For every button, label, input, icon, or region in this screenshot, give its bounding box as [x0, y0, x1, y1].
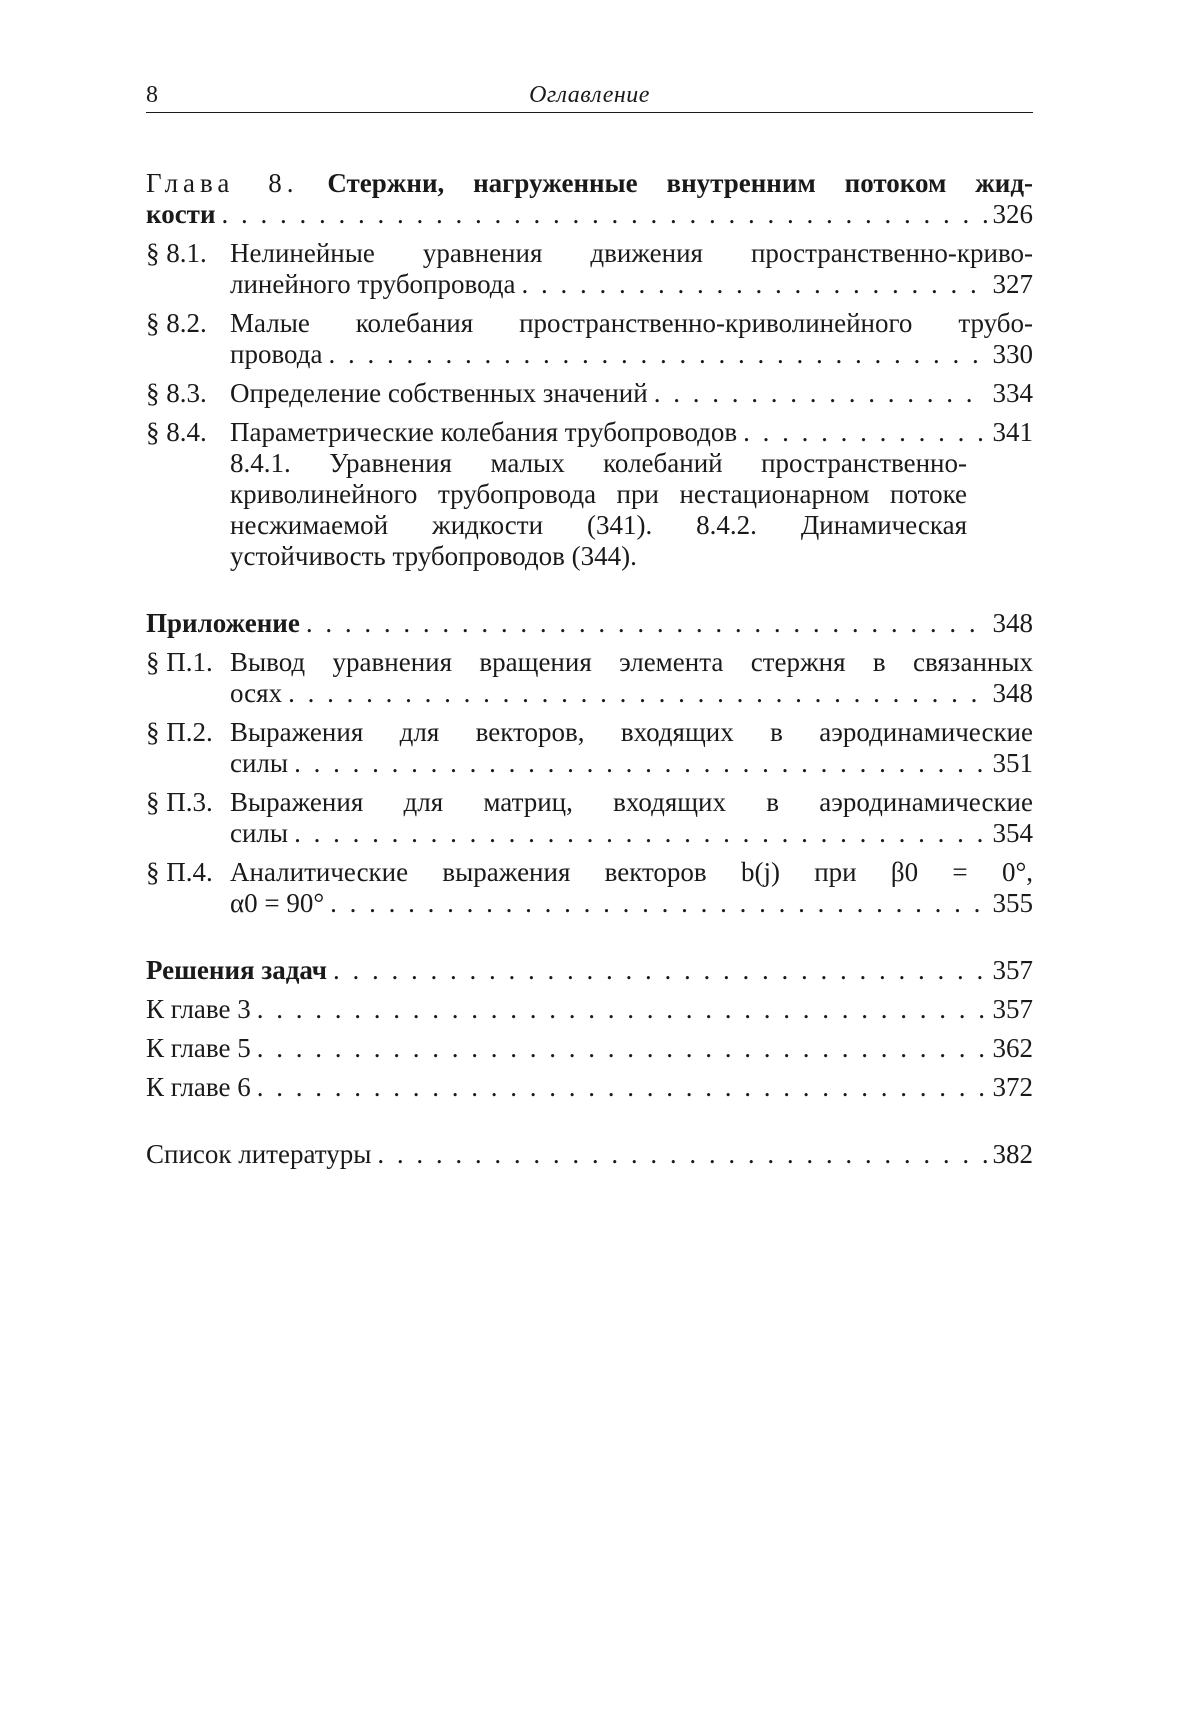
toc-section-8-3[interactable]: § 8.3. Определение собственных значений . . . 334: [146, 378, 1033, 409]
section-page: 354: [992, 818, 1033, 848]
appendix-heading[interactable]: [146, 608, 1033, 639]
toc-section-p-2[interactable]: § П.2. Выражения для векторов, входящих в аэродинамические силы . . . 351: [146, 717, 1033, 779]
leader-dots: [294, 748, 986, 779]
leader-dots: [257, 1033, 987, 1064]
section-page: 348: [992, 678, 1033, 708]
appendix-title: Приложение: [146, 608, 300, 638]
running-title: Оглавление: [529, 82, 650, 108]
subsection-line: криволинейного трубопровода при нестационарном потоке: [230, 479, 967, 509]
leader-dots: [222, 199, 987, 230]
solutions-page: 357: [992, 955, 1033, 985]
solutions-heading[interactable]: [146, 955, 1033, 986]
bibliography-page: 382: [992, 1139, 1033, 1169]
solutions-item[interactable]: К главе 3 . . . 357: [146, 994, 1033, 1025]
bibliography-entry[interactable]: [146, 1139, 1033, 1170]
section-page: 355: [992, 888, 1033, 918]
chapter-8-title-line2[interactable]: кости . . . 326: [146, 199, 1033, 230]
leader-dots: [328, 339, 986, 370]
chapter-8-page: 326: [992, 199, 1033, 229]
leader-dots: [257, 1072, 987, 1103]
page-number: 8: [146, 82, 158, 108]
section-page: 327: [992, 269, 1033, 299]
toc-section-p-3[interactable]: § П.3. Выражения для матриц, входящих в аэродинамические силы . . . 354: [146, 787, 1033, 849]
bibliography-title: Список литературы: [146, 1139, 372, 1169]
section-page: 341: [992, 417, 1033, 447]
running-header: [146, 80, 1033, 113]
toc-section-p-4[interactable]: § П.4. Аналитические выражения векторов b(j) при β0 = 0°, α0 = 90° . . . 355: [146, 857, 1033, 919]
appendix-page: 348: [992, 608, 1033, 638]
toc-section-p-1[interactable]: § П.1. Вывод уравнения вращения элемента стержня в связанных осях . . . 348: [146, 647, 1033, 709]
chapter-8-title-line1[interactable]: [146, 168, 1033, 199]
subsection-line: несжимаемой жидкости (341). 8.4.2. Динамическая: [230, 510, 967, 540]
section-page: 334: [992, 378, 1033, 408]
subsection-line: 8.4.1. Уравнения малых колебаний пространственно-: [230, 448, 967, 478]
leader-dots: [294, 818, 986, 849]
leader-dots: [288, 678, 986, 709]
solutions-item[interactable]: К главе 6 . . . 372: [146, 1072, 1033, 1103]
subsection-line: устойчивость трубопроводов (344).: [230, 541, 637, 571]
leader-dots: [330, 888, 986, 919]
section-page: 330: [992, 339, 1033, 369]
leader-dots: [654, 378, 987, 409]
leader-dots: [306, 608, 987, 639]
chapter-8-prefix: Глава 8.: [146, 168, 299, 198]
toc-section-8-2[interactable]: § 8.2. Малые колебания пространственно-криволинейного трубо- провода . . . 330: [146, 308, 1033, 370]
leader-dots: [743, 417, 986, 448]
leader-dots: [377, 1139, 986, 1170]
leader-dots: [257, 994, 987, 1025]
solutions-title: Решения задач: [146, 955, 328, 985]
leader-dots: [333, 955, 986, 986]
leader-dots: [522, 269, 987, 300]
chapter-8-title: Стержни, нагруженные внутренним потоком жид-: [327, 168, 1033, 198]
subsection-list: [230, 448, 967, 572]
section-page: 351: [992, 748, 1033, 778]
solutions-item[interactable]: К главе 5 . . . 362: [146, 1033, 1033, 1064]
table-of-contents: [146, 168, 1033, 1170]
toc-section-8-1[interactable]: § 8.1. Нелинейные уравнения движения пространственно-криво- линейного трубопровода . . . 327: [146, 238, 1033, 300]
toc-section-8-4[interactable]: § 8.4. Параметрические колебания трубопроводов . . . 341 8.4.1. Уравнения малых колебаний пространственно- криволинейного трубопровода при нестационарном потоке несжимаемой жидкости (341). 8.4.2. Динамическая устойчивость трубопроводов (344).: [146, 417, 1033, 572]
